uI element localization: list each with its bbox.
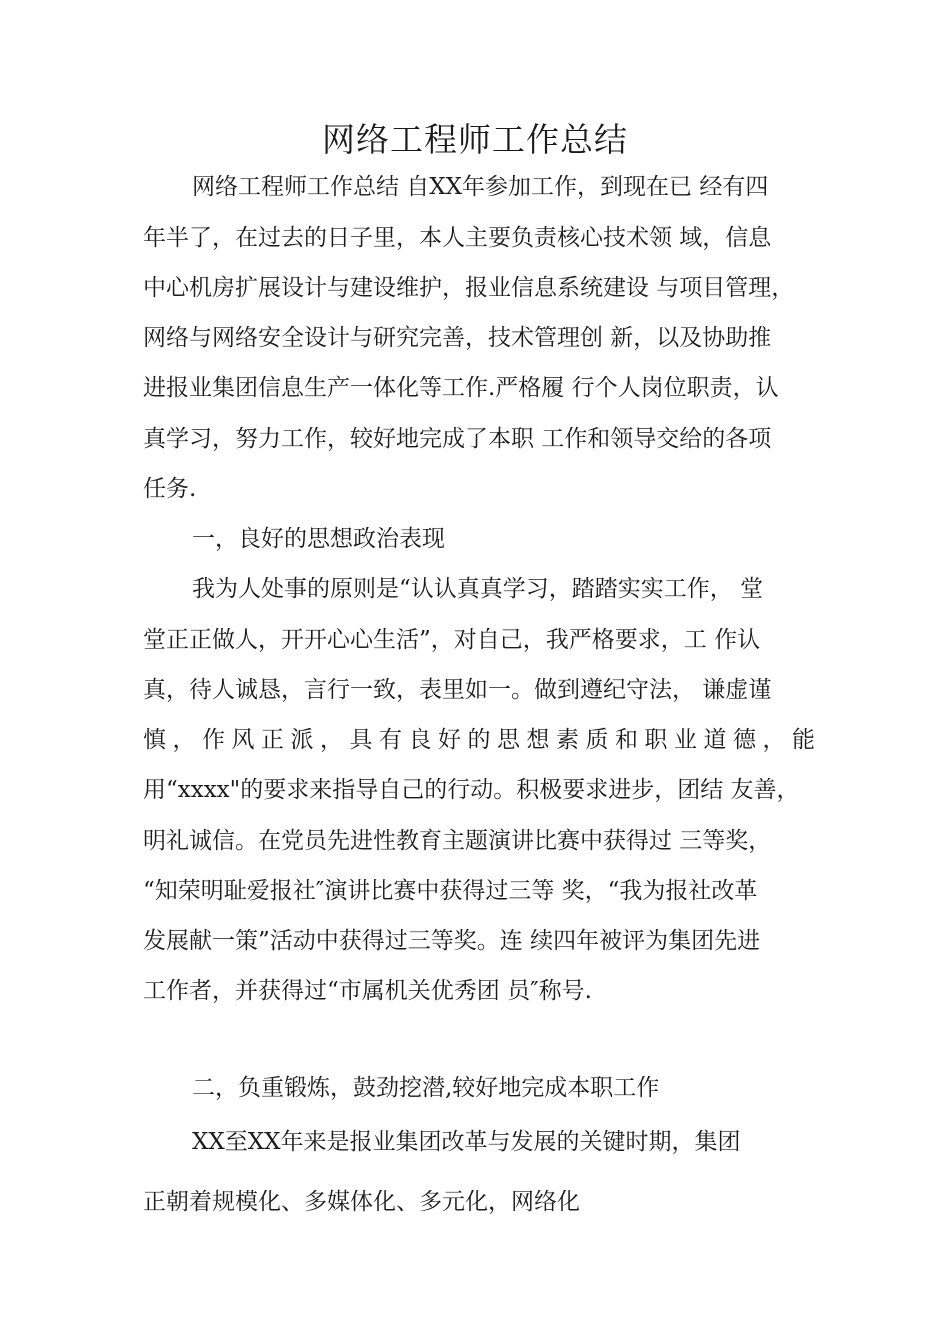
paragraph-line: 用“xxxx"的要求来指导自己的行动。积极要求进步，团结 友善， bbox=[143, 777, 800, 803]
paragraph-line: 工作者，并获得过“市属机关优秀团 员″称号. bbox=[143, 978, 592, 1004]
paragraph-line: 发展献一策”活动中获得过三等奖。连 续四年被评为集团先进 bbox=[143, 928, 761, 954]
justified-character: 职 bbox=[644, 727, 668, 753]
justified-character: 和 bbox=[615, 727, 638, 753]
paragraph-line: 真，待人诚恳，言行一致，表里如一。做到遵纪守法， 谦虚谨 bbox=[143, 677, 772, 703]
justified-character: ， bbox=[762, 727, 786, 753]
paragraph-line: 真学习，努力工作，较好地完成了本职 工作和领导交给的各项 bbox=[143, 426, 772, 452]
paragraph-line: 正朝着规模化、多媒体化、多元化，网络化 bbox=[143, 1189, 580, 1215]
justified-character: 慎 bbox=[143, 727, 166, 753]
justified-character: 素 bbox=[556, 727, 579, 753]
justified-character: ， bbox=[320, 727, 343, 753]
justified-character: 能 bbox=[792, 727, 815, 753]
paragraph-line: 中心机房扩展设计与建设维护，报业信息系统建设 与项目管理， bbox=[143, 275, 795, 301]
justified-character: ， bbox=[172, 727, 196, 753]
justified-character: 好 bbox=[438, 727, 461, 753]
justified-character: 质 bbox=[585, 727, 609, 753]
justified-character: 业 bbox=[674, 727, 697, 753]
justified-character: 良 bbox=[408, 727, 432, 753]
section-heading: 一，良好的思想政治表现 bbox=[192, 526, 445, 552]
paragraph-line: “知荣明耻爱报社″演讲比赛中获得过三等 奖，“我为报社改革 bbox=[143, 878, 758, 904]
paragraph-line: XX至XX年来是报业集团改革与发展的关键时期，集团 bbox=[192, 1129, 741, 1155]
justified-character: 道 bbox=[703, 727, 727, 753]
paragraph-line: 进报业集团信息生产一体化等工作.严格履 行个人岗位职责，认 bbox=[143, 375, 779, 401]
paragraph-line-justified bbox=[143, 725, 815, 755]
paragraph-line: 堂正正做人，开开心心生活”，对自己，我严格要求，工 作认 bbox=[143, 627, 761, 653]
section-heading: 二，负重锻炼，鼓劲挖潜,较好地完成本职工作 bbox=[192, 1075, 660, 1101]
document-title: 网络工程师工作总结 bbox=[322, 120, 628, 159]
paragraph-line: 任务. bbox=[143, 476, 197, 502]
justified-character: 正 bbox=[261, 727, 284, 753]
justified-character: 作 bbox=[202, 727, 225, 753]
justified-character: 德 bbox=[733, 727, 756, 753]
paragraph-line: 网络工程师工作总结 自XX年参加工作，到现在已 经有四 bbox=[192, 174, 769, 200]
justified-character: 具 bbox=[349, 727, 373, 753]
justified-character: 有 bbox=[379, 727, 402, 753]
paragraph-line: 年半了，在过去的日子里，本人主要负责核心技术领 域，信息 bbox=[143, 225, 772, 251]
paragraph-line: 我为人处事的原则是“认认真真学习，踏踏实实工作， 堂 bbox=[192, 576, 764, 602]
paragraph-line: 网络与网络安全设计与研究完善，技术管理创 新，以及协助推 bbox=[143, 325, 772, 351]
justified-character: 风 bbox=[231, 727, 255, 753]
justified-character: 派 bbox=[290, 727, 314, 753]
justified-character: 的 bbox=[467, 727, 491, 753]
paragraph-line: 明礼诚信。在党员先进性教育主题演讲比赛中获得过 三等奖， bbox=[143, 828, 772, 854]
justified-character: 思 bbox=[497, 727, 520, 753]
justified-character: 想 bbox=[526, 727, 550, 753]
